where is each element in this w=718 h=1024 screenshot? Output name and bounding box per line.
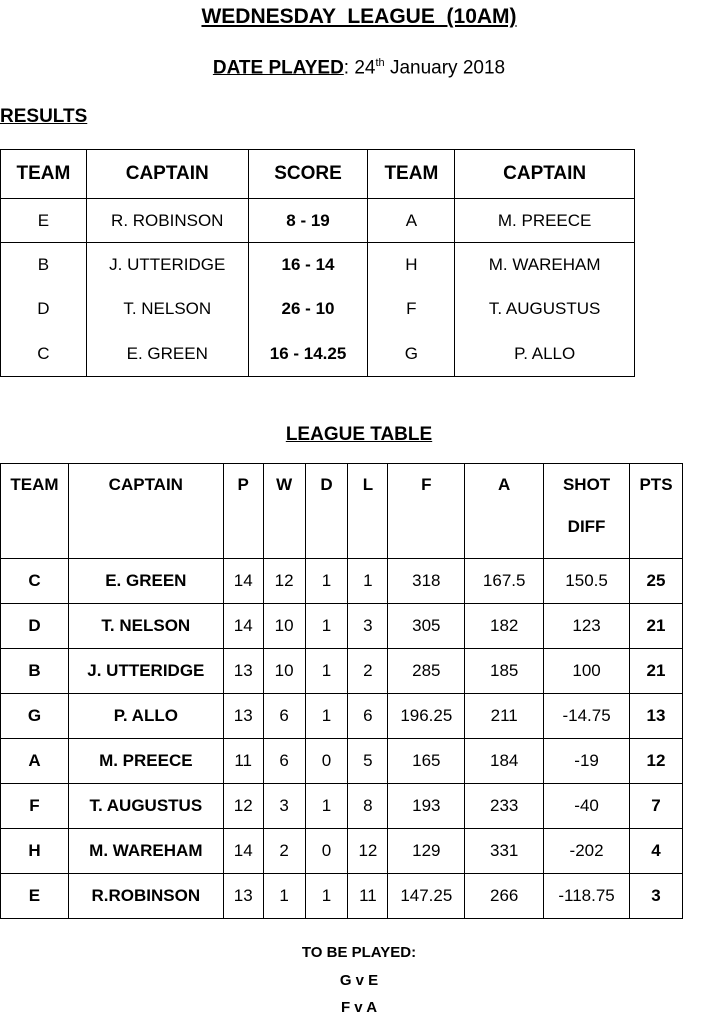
results-header-score: SCORE [248, 150, 368, 199]
league-row [1, 604, 683, 649]
league-cell-shot-diff: -118.75 [544, 874, 630, 919]
league-row [1, 649, 683, 694]
league-cell-shot-diff: 100 [544, 649, 630, 694]
league-cell-played: 13 [223, 874, 263, 919]
league-cell-team: A [1, 739, 69, 784]
league-cell-team: H [1, 829, 69, 874]
league-cell-played: 14 [223, 829, 263, 874]
league-row [1, 739, 683, 784]
league-cell-shot-diff: -40 [544, 784, 630, 829]
league-cell-won: 10 [263, 604, 305, 649]
league-cell-drawn: 0 [305, 739, 348, 784]
league-cell-won: 3 [263, 784, 305, 829]
league-cell-won: 6 [263, 739, 305, 784]
results-cell-team-2: A [368, 199, 455, 243]
league-cell-shot-diff: -202 [544, 829, 630, 874]
league-cell-captain: T. AUGUSTUS [68, 784, 223, 829]
league-cell-drawn: 1 [305, 784, 348, 829]
league-cell-drawn: 1 [305, 874, 348, 919]
league-cell-for: 196.25 [388, 694, 465, 739]
league-cell-for: 147.25 [388, 874, 465, 919]
league-cell-captain: J. UTTERIDGE [68, 649, 223, 694]
results-row [1, 286, 635, 331]
results-cell-captain-2: T. AUGUSTUS [455, 286, 635, 331]
league-table [0, 463, 683, 919]
league-cell-team: F [1, 784, 69, 829]
results-header-captain: CAPTAIN [86, 150, 248, 199]
league-cell-drawn: 1 [305, 649, 348, 694]
league-cell-against: 211 [465, 694, 544, 739]
league-cell-for: 193 [388, 784, 465, 829]
league-row [1, 694, 683, 739]
league-cell-team: B [1, 649, 69, 694]
league-header-points: PTS [630, 464, 683, 559]
league-cell-captain: E. GREEN [68, 559, 223, 604]
league-cell-team: D [1, 604, 69, 649]
league-cell-team: E [1, 874, 69, 919]
results-cell-team: B [1, 243, 87, 287]
results-cell-team: C [1, 331, 87, 377]
league-header-diff: DIFF [567, 517, 606, 536]
league-table-heading: LEAGUE TABLE [285, 424, 433, 445]
results-cell-team: E [1, 199, 87, 243]
league-cell-points: 21 [630, 604, 683, 649]
results-cell-score: 16 - 14.25 [248, 331, 368, 377]
results-cell-team-2: F [368, 286, 455, 331]
league-cell-shot-diff: 123 [544, 604, 630, 649]
league-cell-lost: 12 [348, 829, 388, 874]
league-cell-against: 182 [465, 604, 544, 649]
league-cell-for: 129 [388, 829, 465, 874]
league-cell-against: 167.5 [465, 559, 544, 604]
league-cell-lost: 1 [348, 559, 388, 604]
league-cell-against: 185 [465, 649, 544, 694]
results-cell-team: D [1, 286, 87, 331]
league-cell-for: 318 [388, 559, 465, 604]
league-cell-won: 2 [263, 829, 305, 874]
league-cell-played: 12 [223, 784, 263, 829]
league-cell-played: 14 [223, 604, 263, 649]
results-cell-captain: T. NELSON [86, 286, 248, 331]
league-cell-won: 12 [263, 559, 305, 604]
results-header-team-2: TEAM [368, 150, 455, 199]
league-header-shot-diff [544, 464, 630, 559]
league-cell-for: 165 [388, 739, 465, 784]
results-cell-score: 26 - 10 [248, 286, 368, 331]
date-day: 24 [354, 57, 376, 79]
page-title: WEDNESDAY LEAGUE (10AM) [201, 5, 517, 28]
league-cell-drawn: 1 [305, 559, 348, 604]
league-cell-team: C [1, 559, 69, 604]
results-header-captain-2: CAPTAIN [455, 150, 635, 199]
league-cell-points: 12 [630, 739, 683, 784]
league-row [1, 829, 683, 874]
league-cell-for: 305 [388, 604, 465, 649]
league-row [1, 784, 683, 829]
results-cell-captain: E. GREEN [86, 331, 248, 377]
league-header-captain: CAPTAIN [68, 464, 223, 559]
date-played: DATE PLAYED: 24th January 2018 [212, 57, 506, 79]
league-cell-captain: M. PREECE [68, 739, 223, 784]
results-cell-captain: J. UTTERIDGE [86, 243, 248, 287]
league-header-played: P [223, 464, 263, 559]
date-played-label: DATE PLAYED [212, 57, 344, 79]
results-cell-team-2: H [368, 243, 455, 287]
results-row [1, 331, 635, 377]
results-cell-score: 16 - 14 [248, 243, 368, 287]
results-cell-score: 8 - 19 [248, 199, 368, 243]
league-header-team: TEAM [1, 464, 69, 559]
league-header-against: A [465, 464, 544, 559]
league-cell-drawn: 0 [305, 829, 348, 874]
results-header-row [1, 150, 635, 199]
league-cell-played: 14 [223, 559, 263, 604]
league-cell-lost: 11 [348, 874, 388, 919]
league-cell-against: 331 [465, 829, 544, 874]
league-cell-captain: T. NELSON [68, 604, 223, 649]
league-cell-lost: 2 [348, 649, 388, 694]
results-table [0, 149, 635, 377]
league-cell-played: 13 [223, 694, 263, 739]
league-cell-shot-diff: 150.5 [544, 559, 630, 604]
league-header-shot: SHOT [562, 475, 611, 494]
league-header-lost: L [348, 464, 388, 559]
league-cell-points: 13 [630, 694, 683, 739]
league-cell-shot-diff: -19 [544, 739, 630, 784]
league-row [1, 874, 683, 919]
league-cell-points: 25 [630, 559, 683, 604]
league-cell-points: 4 [630, 829, 683, 874]
league-cell-captain: R.ROBINSON [68, 874, 223, 919]
results-row [1, 243, 635, 287]
league-cell-won: 1 [263, 874, 305, 919]
league-cell-played: 11 [223, 739, 263, 784]
league-cell-shot-diff: -14.75 [544, 694, 630, 739]
league-cell-won: 6 [263, 694, 305, 739]
results-header-team: TEAM [1, 150, 87, 199]
league-cell-against: 266 [465, 874, 544, 919]
results-cell-team-2: G [368, 331, 455, 377]
fixture-item: G v E [339, 972, 379, 989]
results-cell-captain-2: M. WAREHAM [455, 243, 635, 287]
league-cell-captain: M. WAREHAM [68, 829, 223, 874]
to-be-played-heading: TO BE PLAYED: [301, 944, 417, 961]
date-suffix: th [375, 57, 385, 69]
league-row [1, 559, 683, 604]
league-cell-drawn: 1 [305, 694, 348, 739]
league-cell-points: 21 [630, 649, 683, 694]
league-cell-points: 7 [630, 784, 683, 829]
results-row [1, 199, 635, 243]
league-header-drawn: D [305, 464, 348, 559]
league-cell-lost: 3 [348, 604, 388, 649]
fixture-item: F v A [340, 999, 378, 1016]
league-cell-drawn: 1 [305, 604, 348, 649]
league-cell-played: 13 [223, 649, 263, 694]
league-header-won: W [263, 464, 305, 559]
league-cell-against: 184 [465, 739, 544, 784]
league-cell-for: 285 [388, 649, 465, 694]
league-cell-won: 10 [263, 649, 305, 694]
league-cell-points: 3 [630, 874, 683, 919]
league-cell-lost: 8 [348, 784, 388, 829]
league-cell-lost: 5 [348, 739, 388, 784]
league-cell-lost: 6 [348, 694, 388, 739]
date-rest: January 2018 [384, 57, 506, 79]
league-header-for: F [388, 464, 465, 559]
league-cell-team: G [1, 694, 69, 739]
league-header-row [1, 464, 683, 559]
results-cell-captain: R. ROBINSON [86, 199, 248, 243]
league-cell-against: 233 [465, 784, 544, 829]
league-cell-captain: P. ALLO [68, 694, 223, 739]
results-heading: RESULTS [0, 106, 88, 127]
results-cell-captain-2: P. ALLO [455, 331, 635, 377]
results-cell-captain-2: M. PREECE [455, 199, 635, 243]
